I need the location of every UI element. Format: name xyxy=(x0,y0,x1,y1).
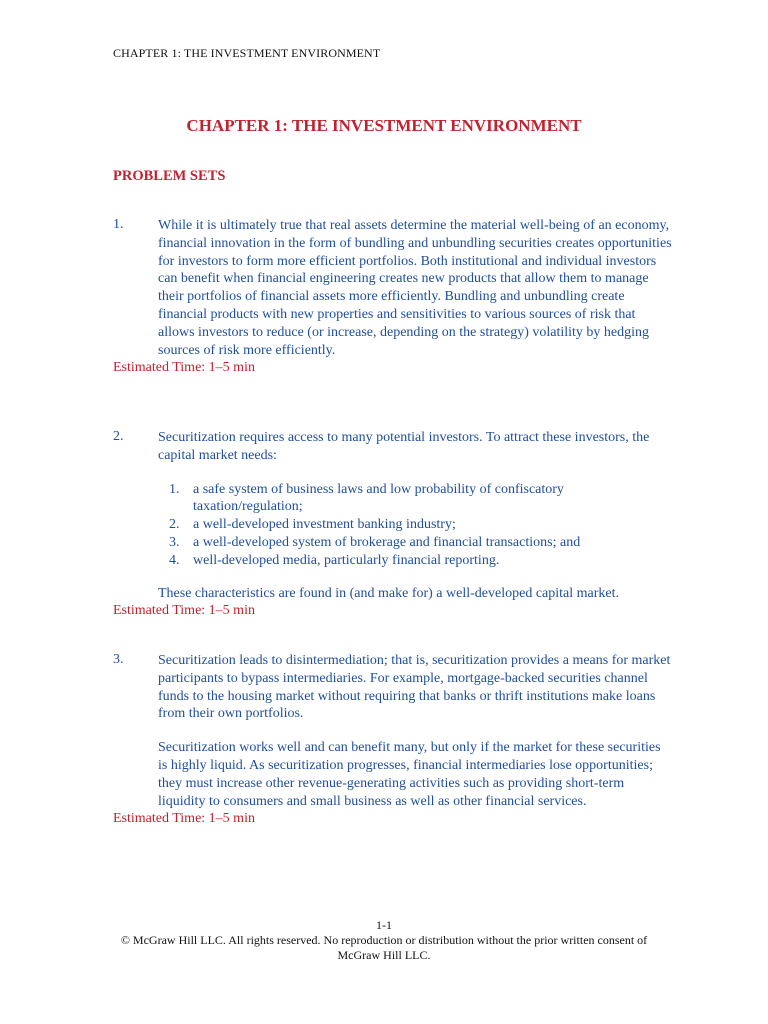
list-item-number: 2. xyxy=(169,517,180,533)
copyright-notice: © McGraw Hill LLC. All rights reserved. No reproduction or distribution without the prior written consent of McGraw Hill LLC. xyxy=(120,933,648,962)
list-item xyxy=(158,534,673,552)
problem-1 xyxy=(113,217,673,377)
list-item xyxy=(158,481,673,517)
problem-number: 3. xyxy=(113,652,124,667)
problem-answer-paragraph: Securitization leads to disintermediation; that is, securitization provides a means for market participants to bypass intermediaries. For example, mortgage-backed securities channel funds to the housing market without requiring that banks or thrift institutions make loans from their own portfolios. xyxy=(158,653,671,722)
problem-3 xyxy=(113,652,673,828)
list-item-text: well-developed media, particularly financial reporting. xyxy=(193,552,500,568)
requirements-list xyxy=(158,481,673,570)
list-item-text: a well-developed system of brokerage and financial transactions; and xyxy=(193,534,581,550)
list-item-number: 3. xyxy=(169,534,180,550)
problem-intro-paragraph: Securitization requires access to many potential investors. To attract these investors, the capital market needs: xyxy=(158,430,650,463)
section-title: PROBLEM SETS xyxy=(113,168,226,184)
chapter-title: CHAPTER 1: THE INVESTMENT ENVIRONMENT xyxy=(186,116,582,135)
estimated-time: Estimated Time: 1–5 min xyxy=(113,360,255,376)
estimated-time: Estimated Time: 1–5 min xyxy=(113,811,255,827)
problem-2 xyxy=(113,429,673,620)
list-item-text: a well-developed investment banking industry; xyxy=(193,517,456,533)
list-item-number: 1. xyxy=(169,481,180,497)
problem-closing-paragraph: These characteristics are found in (and make for) a well-developed capital market. xyxy=(158,585,620,601)
problem-answer-paragraph: While it is ultimately true that real assets determine the material well-being of an economy, financial innovation in the form of bundling and unbundling securities creates opportunities for investors to form more efficient portfolios. Both institutional and individual investors can benefit when financial engineering creates new products that allow them to manage their portfolios of financial assets more efficiently. Bundling and unbundling create financial products with new properties and sensitivities to various sources of risk that allows investors to reduce (or increase, depending on the strategy) volatility by hedging sources of risk more efficiently. xyxy=(158,218,672,358)
estimated-time: Estimated Time: 1–5 min xyxy=(113,603,255,619)
problem-number: 2. xyxy=(113,429,124,444)
requirements-list-container xyxy=(158,481,673,570)
list-item-number: 4. xyxy=(169,552,180,568)
problem-answer-paragraph: Securitization works well and can benefit many, but only if the market for these securities is highly liquid. As securitization progresses, financial intermediaries lose opportunities; they must increase other revenue-generating activities such as providing short-term liquidity to consumers and small business as well as other financial services. xyxy=(158,740,661,809)
problem-number: 1. xyxy=(113,217,124,232)
list-item xyxy=(158,552,673,570)
running-header: CHAPTER 1: THE INVESTMENT ENVIRONMENT xyxy=(113,46,381,60)
list-item xyxy=(158,516,673,534)
page-number: 1-1 xyxy=(376,918,392,932)
list-item-text: a safe system of business laws and low probability of confiscatory taxation/regulation; xyxy=(193,481,564,515)
